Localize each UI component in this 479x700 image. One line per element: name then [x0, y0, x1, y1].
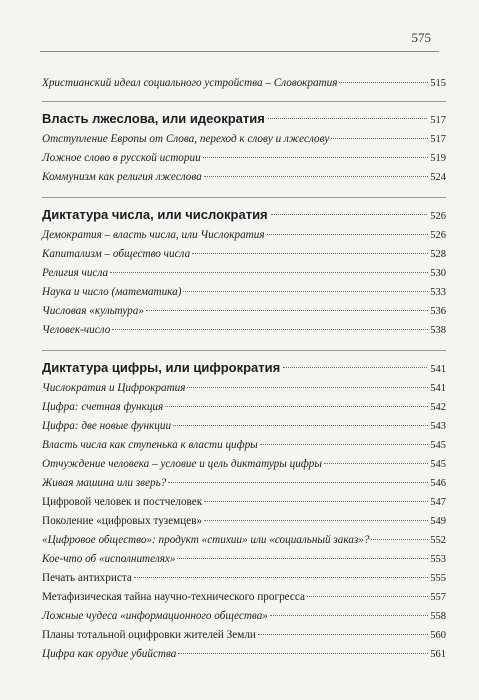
toc-entry-title: Власть числа как ступенька к власти цифры [42, 439, 258, 451]
toc-section-title: Диктатура числа, или числократия [42, 207, 268, 222]
toc-entry-title: Поколение «цифровых туземцев» [42, 515, 203, 527]
toc-entry[interactable] [42, 531, 446, 550]
section-divider [42, 101, 446, 102]
toc-section-heading[interactable] [42, 204, 446, 226]
toc-entry-page: 517 [430, 134, 446, 145]
table-of-contents [42, 74, 446, 664]
dot-leader [267, 234, 429, 235]
toc-entry[interactable] [42, 264, 446, 283]
section-divider [42, 350, 446, 351]
dot-leader [204, 176, 428, 177]
toc-entry[interactable] [42, 149, 446, 168]
dot-leader [203, 157, 429, 158]
toc-entry-title: Числократия и Цифрократия [42, 382, 186, 394]
toc-entry[interactable] [42, 607, 446, 626]
toc-entry[interactable] [42, 379, 446, 398]
toc-entry[interactable] [42, 474, 446, 493]
dot-leader [165, 406, 428, 407]
dot-leader [173, 425, 428, 426]
dot-leader [339, 82, 428, 83]
toc-entry-page: 553 [430, 554, 446, 565]
toc-entry-title: Ложное слово в русской истории [42, 152, 201, 164]
section-divider [42, 197, 446, 198]
toc-entry-page: 552 [430, 535, 446, 546]
dot-leader [270, 615, 428, 616]
toc-entry[interactable] [42, 302, 446, 321]
dot-leader [331, 138, 428, 139]
toc-entry-page: 524 [430, 172, 446, 183]
toc-section-page: 526 [430, 211, 446, 222]
toc-entry-page: 515 [430, 78, 446, 89]
toc-entry[interactable] [42, 436, 446, 455]
toc-entry-title: Цифра: счетная функция [42, 401, 164, 413]
toc-entry-title: Ложные чудеса «информационного общества» [42, 610, 268, 622]
toc-entry[interactable] [42, 245, 446, 264]
dot-leader [324, 463, 428, 464]
toc-entry[interactable] [42, 417, 446, 436]
page-number: 575 [411, 30, 431, 45]
dot-leader [177, 558, 428, 559]
toc-entry[interactable] [42, 569, 446, 588]
toc-entry[interactable] [42, 493, 446, 512]
toc-entry-page: 538 [430, 325, 446, 336]
dot-leader [192, 253, 428, 254]
toc-section-title: Власть лжеслова, или идеократия [42, 111, 265, 126]
toc-entry[interactable] [42, 550, 446, 569]
toc-entry[interactable] [42, 626, 446, 645]
toc-entry-page: 561 [430, 649, 446, 660]
dot-leader [283, 367, 427, 368]
toc-entry-page: 557 [430, 592, 446, 603]
toc-entry-page: 530 [430, 268, 446, 279]
toc-entry-title: Планы тотальной оцифровки жителей Земли [42, 629, 256, 641]
toc-entry[interactable] [42, 168, 446, 187]
toc-entry-page: 541 [430, 383, 446, 394]
toc-section-heading[interactable] [42, 357, 446, 379]
toc-entry[interactable] [42, 321, 446, 340]
toc-entry[interactable] [42, 226, 446, 245]
dot-leader [371, 539, 428, 540]
toc-entry-page: 536 [430, 306, 446, 317]
toc-entry[interactable] [42, 512, 446, 531]
toc-entry-page: 528 [430, 249, 446, 260]
toc-entry-page: 526 [430, 230, 446, 241]
toc-entry-page: 560 [430, 630, 446, 641]
toc-entry-title: Числовая «культура» [42, 305, 144, 317]
toc-entry-page: 558 [430, 611, 446, 622]
toc-entry-page: 547 [430, 497, 446, 508]
toc-section-title: Диктатура цифры, или цифрократия [42, 360, 281, 375]
toc-entry-title: Религия числа [42, 267, 109, 279]
toc-entry-title: Кое-что об «исполнителях» [42, 553, 176, 565]
dot-leader [204, 501, 428, 502]
toc-entry-page: 542 [430, 402, 446, 413]
toc-entry-title: Христианский идеал социального устройства – Словократия [42, 77, 338, 89]
dot-leader [168, 482, 428, 483]
dot-leader [271, 214, 428, 215]
toc-entry-title: Демократия – власть числа, или Числократия [42, 229, 265, 241]
toc-entry-title: «Цифровое общество»: продукт «стихии» или «социальный заказ»? [42, 534, 370, 546]
toc-entry[interactable] [42, 588, 446, 607]
dot-leader [258, 634, 428, 635]
toc-section-page: 541 [430, 364, 446, 375]
toc-entry-page: 555 [430, 573, 446, 584]
dot-leader [187, 387, 428, 388]
dot-leader [146, 310, 428, 311]
toc-entry-page: 533 [430, 287, 446, 298]
toc-entry[interactable] [42, 398, 446, 417]
toc-entry[interactable] [42, 645, 446, 664]
toc-entry-page: 545 [430, 459, 446, 470]
header-rule [40, 51, 439, 52]
toc-entry-title: Наука и число (математика) [42, 286, 182, 298]
toc-entry-title: Живая машина или зверь? [42, 477, 167, 489]
toc-entry-title: Отступление Европы от Слова, переход к слову и лжеслову [42, 133, 330, 145]
toc-entry-title: Метафизическая тайна научно-технического прогресса [42, 591, 305, 603]
dot-leader [110, 272, 428, 273]
toc-entry[interactable] [42, 74, 446, 93]
toc-entry[interactable] [42, 130, 446, 149]
toc-entry-title: Человек-число [42, 324, 111, 336]
dot-leader [112, 329, 428, 330]
toc-entry-page: 519 [430, 153, 446, 164]
toc-sections [42, 101, 446, 664]
toc-entry[interactable] [42, 455, 446, 474]
toc-entry[interactable] [42, 283, 446, 302]
toc-entry-title: Капитализм – общество числа [42, 248, 191, 260]
dot-leader [178, 653, 428, 654]
dot-leader [183, 291, 428, 292]
toc-entry-page: 543 [430, 421, 446, 432]
toc-entry-page: 549 [430, 516, 446, 527]
dot-leader [134, 577, 428, 578]
toc-entry-title: Цифра: две новые функции [42, 420, 172, 432]
toc-entry-title: Цифра как орудие убийства [42, 648, 177, 660]
dot-leader [260, 444, 428, 445]
toc-entry-page: 546 [430, 478, 446, 489]
toc-entry-title: Отчуждение человека – условие и цель диктатуры цифры [42, 458, 322, 470]
toc-entry-title: Цифровой человек и постчеловек [42, 496, 203, 508]
dot-leader [268, 118, 427, 119]
toc-entry-title: Печать антихриста [42, 572, 132, 584]
toc-entry-page: 545 [430, 440, 446, 451]
dot-leader [307, 596, 428, 597]
dot-leader [204, 520, 428, 521]
toc-section-heading[interactable] [42, 108, 446, 130]
toc-entry-title: Коммунизм как религия лжеслова [42, 171, 202, 183]
toc-section-page: 517 [430, 115, 446, 126]
